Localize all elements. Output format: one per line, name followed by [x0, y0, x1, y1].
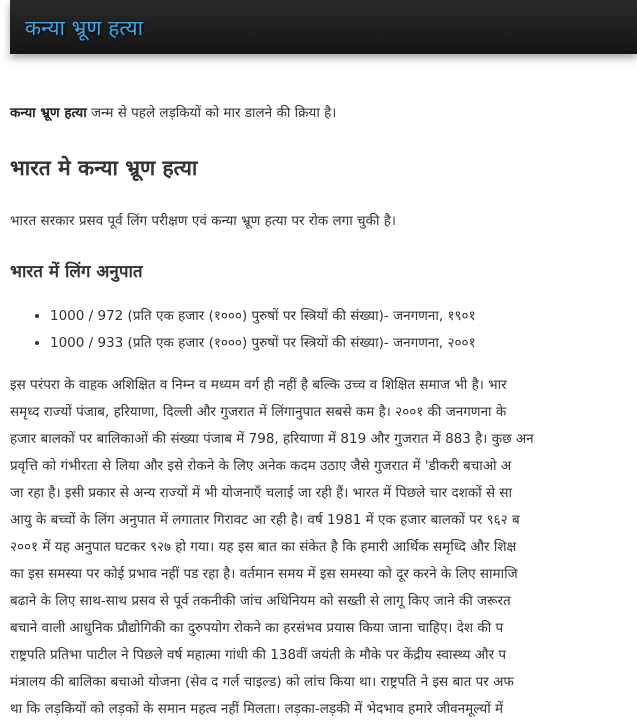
section-heading: भारत मे कन्या भ्रूण हत्या	[10, 156, 198, 180]
intro-paragraph	[10, 103, 336, 121]
list-item: • 1000 / 972 (प्रति एक हजार (१०००) पुरुषों पर स्त्रियों की संख्या)- जनगणना, १९०१	[50, 305, 476, 332]
paragraph-line: २००१ में यह अनुपात घटकर ९२७ हो गया। यह इस बात का संकेत है कि हमारी आर्थिक समृध्दि और शिक्ष	[10, 539, 517, 555]
government-paragraph: भारत सरकार प्रसव पूर्व लिंग परीक्षण एवं कन्या भ्रूण हत्या पर रोक लगा चुकी है।	[10, 213, 397, 229]
paragraph-line: बचाने वाली आधुनिक प्रौद्योगिकी का दुरुपयोग रोकने का हरसंभव प्रयास किया जाना चाहिए। देश की प	[10, 620, 504, 636]
paragraph-line: बढाने के लिए साथ-साथ प्रसव से पूर्व तकनीकी जांच अधिनियम को सख्ती से लागू किए जाने की जरूरत	[10, 593, 511, 609]
paragraph-line: समृध्द राज्यों पंजाब, हरियाणा, दिल्ली और गुजरात में लिंगानुपात सबसे कम है। २००१ की जनगणना के	[10, 404, 507, 420]
list-item: • 1000 / 933 (प्रति एक हजार (१०००) पुरुषों पर स्त्रियों की संख्या)- जनगणना, २००१	[50, 332, 476, 359]
paragraph-line: इस परंपरा के वाहक अशिक्षित व निम्न व मध्यम वर्ग ही नहीं है बल्कि उच्च व शिक्षित समाज भी है। भार	[10, 377, 507, 393]
body-paragraph	[10, 373, 637, 724]
title-bar	[10, 0, 637, 54]
paragraph-line: प्रवृत्ति को गंभीरता से लिया और इसे रोकने के लिए अनेक कदम उठाए जैसे गुजरात में 'डीकरी बचाओ अ	[10, 458, 512, 474]
paragraph-line: था कि लड़कियों को लड़कों के समान महत्व नहीं मिलता। लड़का-लड़की में भेदभाव हमारे जीवनमूल्यों में	[10, 701, 504, 717]
sex-ratio-heading: भारत में लिंग अनुपात	[10, 262, 143, 282]
paragraph-line: जा रहा है। इसी प्रकार से अन्य राज्यों में भी योजनाएँ चलाई जा रही हैं। भारत में पिछले चार दशकों से सा	[10, 485, 513, 501]
paragraph-line: हजार बालकों पर बालिकाओं की संख्या पंजाब में 798, हरियाणा में 819 और गुजरात में 883 है। कुछ अन	[10, 431, 534, 447]
paragraph-line: मंत्रालय की बालिका बचाओ योजना (सेव द गर्ल चाइल्ड) को लांच किया था। राष्ट्रपति ने इस बात पर अफ	[10, 674, 514, 690]
intro-text: जन्म से पहले लड़कियों को मार डालने की क्रिया है।	[86, 105, 337, 121]
paragraph-line: राष्ट्रपति प्रतिभा पाटील ने पिछले वर्ष महात्मा गांधी की 138वीं जयंती के मौके पर केंद्रीय स्वास्थ्य और प	[10, 647, 507, 663]
paragraph-line: आयु के बच्चों के लिंग अनुपात में लगातार गिरावट आ रही है। वर्ष 1981 में एक हजार बालकों पर ९६२ ब	[10, 512, 520, 528]
paragraph-line: का इस समस्या पर कोई प्रभाव नहीं पड रहा है। वर्तमान समय में इस समस्या को दूर करने के लिए सामाजि	[10, 566, 518, 582]
page-title: कन्या भ्रूण हत्या	[25, 16, 144, 40]
intro-bold-term: कन्या भ्रूण हत्या	[10, 105, 87, 121]
sex-ratio-list	[10, 305, 476, 359]
